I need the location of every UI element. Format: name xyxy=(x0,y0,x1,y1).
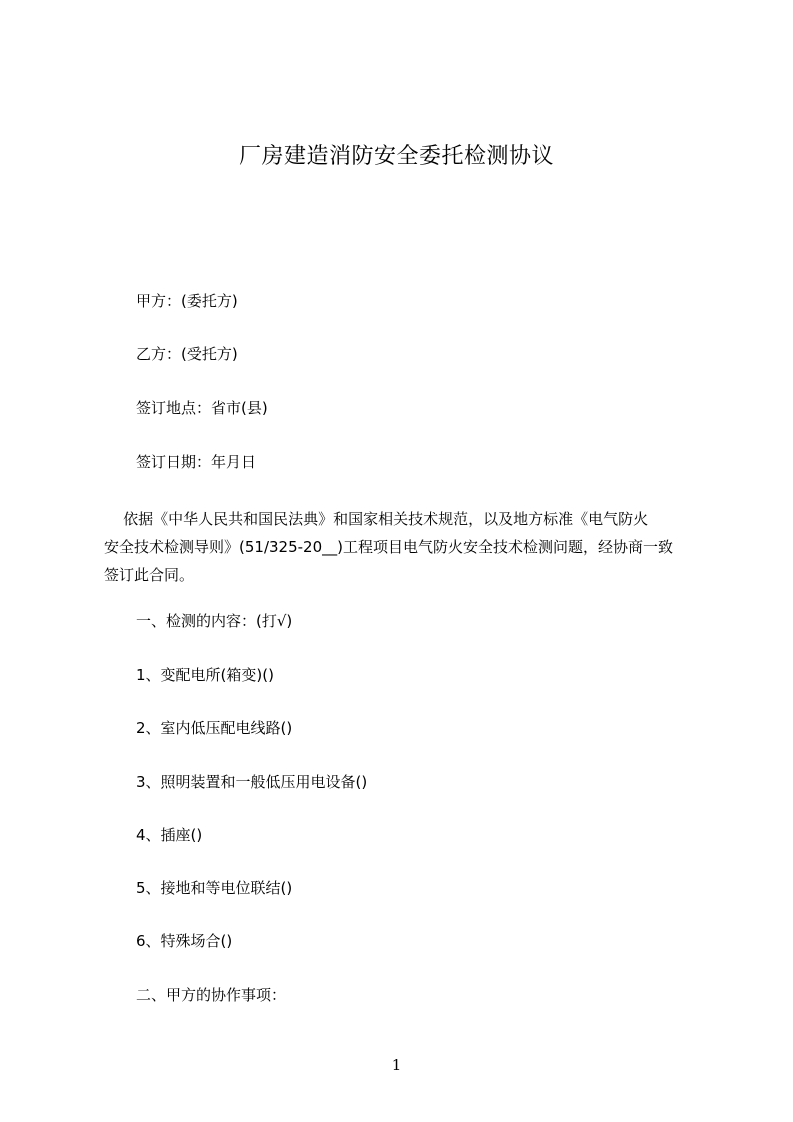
document-title: 厂房建造消防安全委托检测协议 xyxy=(238,144,554,169)
section1-item-2: 2、室内低压配电线路() xyxy=(136,719,293,737)
section1-heading: 一、检测的内容：(打√) xyxy=(136,612,293,630)
sign-place-line: 签订地点：省市(县) xyxy=(136,399,268,417)
section1-item-6: 6、特殊场合() xyxy=(136,932,233,950)
page-number: 1 xyxy=(391,1056,402,1074)
section1-item-4: 4、插座() xyxy=(136,826,203,844)
intro-paragraph xyxy=(104,505,698,589)
intro-line-1: 依据《中华人民共和国民法典》和国家相关技术规范，以及地方标准《电气防火 xyxy=(104,510,649,528)
intro-line-2: 安全技术检测导则》(51/325-20__)工程项目电气防火安全技术检测问题，经协商一致 xyxy=(104,538,673,556)
section2-heading: 二、甲方的协作事项： xyxy=(136,986,287,1004)
party-b-line: 乙方：(受托方) xyxy=(136,345,238,363)
section1-item-1: 1、变配电所(箱变)() xyxy=(136,666,274,684)
intro-line-3: 签订此合同。 xyxy=(104,566,195,584)
party-a-line: 甲方：(委托方) xyxy=(136,292,238,310)
sign-date-line: 签订日期：年月日 xyxy=(136,453,257,471)
section1-item-3: 3、照明装置和一般低压用电设备() xyxy=(136,773,368,791)
section1-item-5: 5、接地和等电位联结() xyxy=(136,879,293,897)
